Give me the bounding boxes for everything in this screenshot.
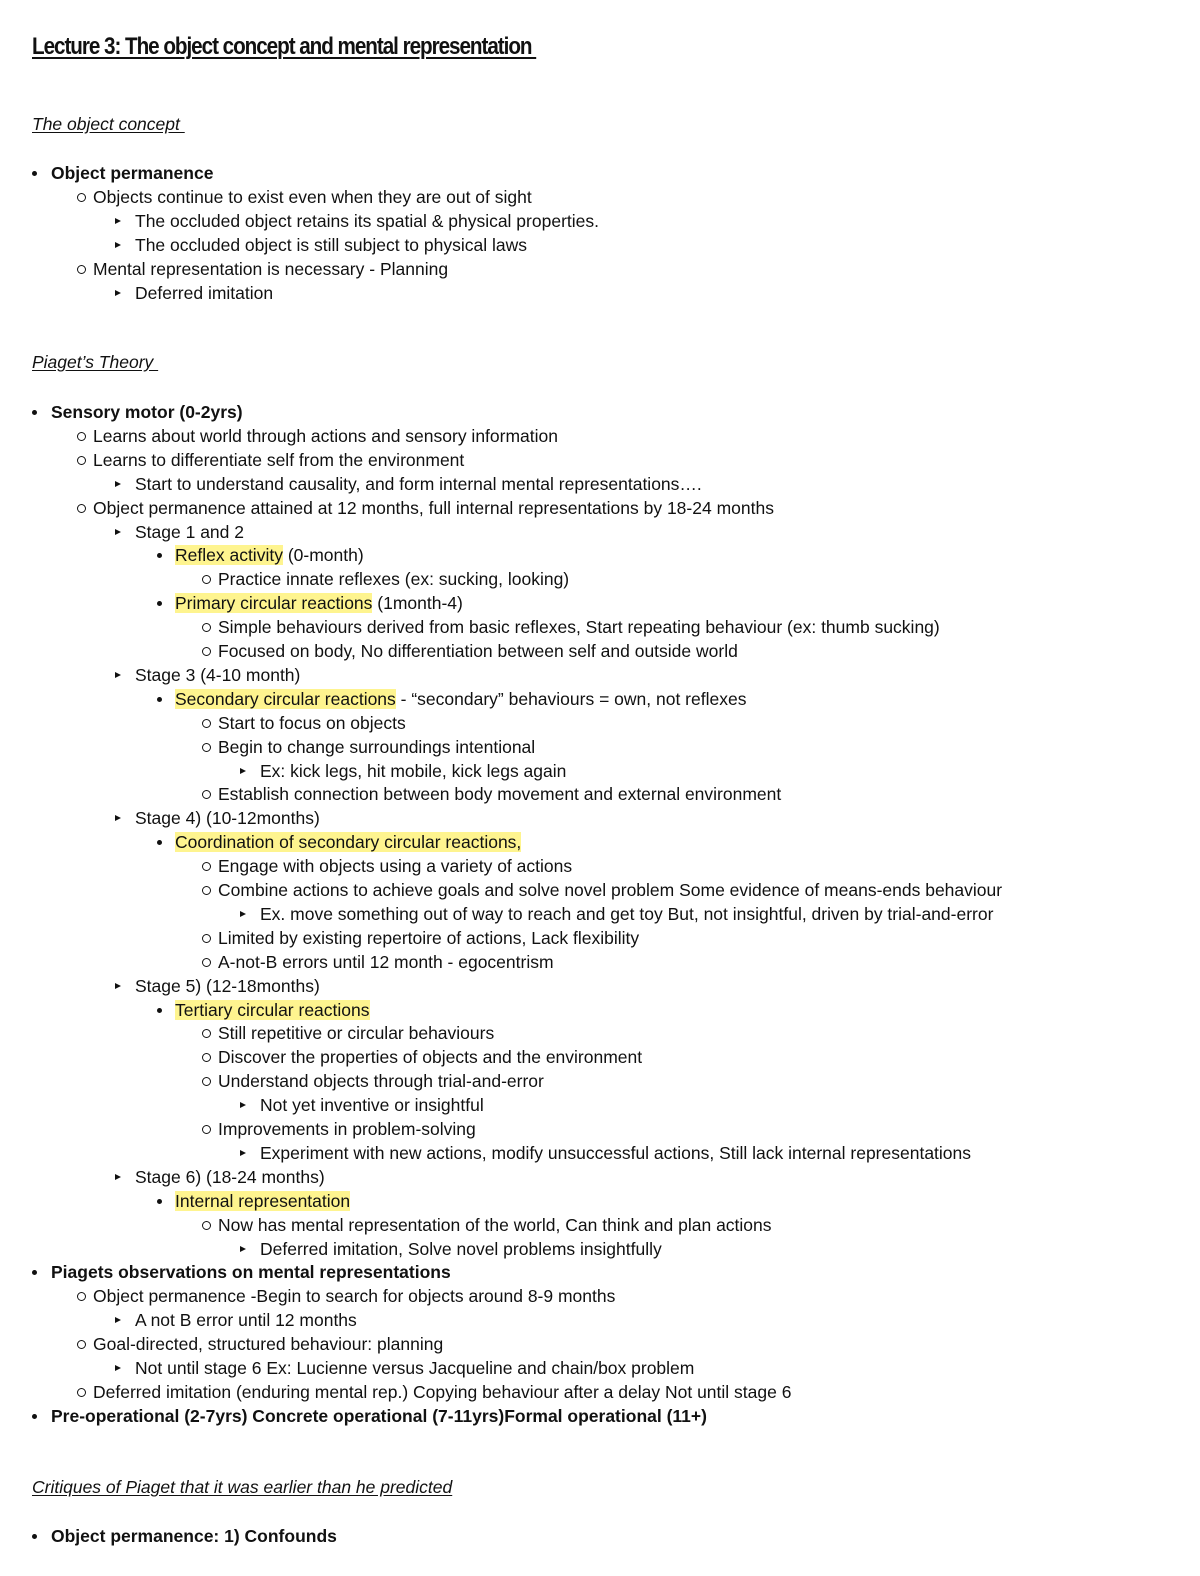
page-title: Lecture 3: The object concept and mental representation [32,33,537,60]
list-item [0,1404,1200,1428]
list-item [0,1524,1200,1548]
hollow-circle-icon [202,575,211,584]
list-item [0,926,1200,950]
list-item [0,209,1200,233]
section-heading: Critiques of Piaget that it was earlier than he predicted [32,1477,453,1497]
hollow-circle-icon [202,647,211,656]
bullet-dot-icon [32,410,37,415]
triangle-icon [240,1102,246,1108]
list-item [0,639,1200,663]
list-item-text: A not B error until 12 months [135,1310,357,1331]
list-item-text: Piagets observations on mental representations [51,1262,451,1283]
triangle-icon [115,481,121,487]
hollow-circle-icon [77,1388,86,1397]
section-heading: The object concept [32,114,185,134]
triangle-icon [115,1174,121,1180]
list-item [0,902,1200,926]
list-item-text: Deferred imitation, Solve novel problems insightfully [260,1238,662,1259]
list-item-rest: (1month-4) [372,593,463,614]
list-item [0,472,1200,496]
list-item-text: Stage 4) (10-12months) [135,808,320,829]
list-item [0,950,1200,974]
list-item [0,735,1200,759]
triangle-icon [115,218,121,224]
list-item [0,1308,1200,1332]
list-item [0,998,1200,1022]
list-item-text: Not yet inventive or insightful [260,1095,484,1116]
list-item [0,830,1200,854]
list-item [0,1093,1200,1117]
list-item-text: Object permanence -Begin to search for objects around 8-9 months [93,1286,616,1307]
list-item-text: Ex: kick legs, hit mobile, kick legs again [260,760,567,781]
hollow-circle-icon [202,1077,211,1086]
list-item [0,567,1200,591]
triangle-icon [240,768,246,774]
triangle-icon [240,1246,246,1252]
list-item [0,1069,1200,1093]
list-item [0,806,1200,830]
hollow-circle-icon [77,504,86,513]
bullet-dot-icon [32,1414,37,1419]
list-item-text: Still repetitive or circular behaviours [218,1023,495,1044]
list-item [0,878,1200,902]
hollow-circle-icon [77,193,86,202]
list-item-text: Pre-operational (2-7yrs) Concrete operational (7-11yrs)Formal operational (11+) [51,1405,707,1426]
bullet-dot-icon [32,1270,37,1275]
list-item-text: Sensory motor (0-2yrs) [51,402,243,422]
list-item-text: Combine actions to achieve goals and solve novel problem Some evidence of means-ends behaviour [218,880,1003,900]
triangle-icon [240,1150,246,1156]
highlighted-term: Internal representation [175,1190,351,1211]
list-item [0,591,1200,615]
list-item [0,1045,1200,1069]
list-item [0,1332,1200,1356]
bullet-dot-icon [157,697,162,702]
list-item-text: Not until stage 6 Ex: Lucienne versus Jacqueline and chain/box problem [135,1358,695,1378]
list-item [0,424,1200,448]
highlighted-term: Secondary circular reactions [175,688,396,709]
list-item [0,1284,1200,1308]
list-item-text: Discover the properties of objects and the environment [218,1047,643,1068]
list-item-text: Now has mental representation of the world, Can think and plan actions [218,1214,772,1235]
list-item [0,687,1200,711]
list-item-text: Establish connection between body movement and external environment [218,784,782,805]
list-item-rest: (0-month) [282,545,364,566]
hollow-circle-icon [202,1221,211,1230]
list-item [0,1117,1200,1141]
hollow-circle-icon [202,790,211,799]
triangle-icon [240,911,246,917]
triangle-icon [115,242,121,248]
list-item [0,281,1200,305]
list-item-text [175,830,521,854]
bullet-dot-icon [157,1199,162,1204]
list-item-text: The occluded object is still subject to physical laws [135,234,527,255]
highlighted-term: Reflex activity [175,545,283,566]
list-item [0,496,1200,520]
list-item-text: Simple behaviours derived from basic reflexes, Start repeating behaviour (ex: thumb sucking) [218,617,940,638]
hollow-circle-icon [202,1029,211,1038]
list-item-text: Learns to differentiate self from the environment [93,449,465,470]
list-item-text: Objects continue to exist even when they are out of sight [93,186,532,207]
hollow-circle-icon [202,623,211,632]
list-item [0,782,1200,806]
list-item-text [175,543,364,567]
list-item-text: Stage 6) (18-24 months) [135,1166,325,1187]
triangle-icon [115,1317,121,1323]
list-item-text [175,998,370,1022]
list-item [0,615,1200,639]
list-item-text: Learns about world through actions and sensory information [93,425,558,446]
hollow-circle-icon [77,456,86,465]
list-item [0,1213,1200,1237]
list-item [0,448,1200,472]
hollow-circle-icon [202,934,211,943]
list-item-text: Goal-directed, structured behaviour: planning [93,1334,444,1355]
bullet-dot-icon [157,553,162,558]
list-item [0,161,1200,185]
hollow-circle-icon [202,1125,211,1134]
list-item-text: Object permanence [51,163,214,183]
list-item-text [175,591,463,615]
list-item [0,1189,1200,1213]
list-item-text: Start to understand causality, and form internal mental representations…. [135,473,702,494]
list-item-text: Experiment with new actions, modify unsuccessful actions, Still lack internal representations [260,1142,972,1163]
list-item [0,1165,1200,1189]
list-item [0,1260,1200,1284]
list-item [0,854,1200,878]
list-item-rest: - “secondary” behaviours = own, not reflexes [395,688,747,709]
triangle-icon [115,1365,121,1371]
list-item [0,257,1200,281]
list-item-text: Object permanence attained at 12 months, full internal representations by 18-24 months [93,497,774,518]
list-item-text: Start to focus on objects [218,712,406,733]
highlighted-term: Coordination of secondary circular reactions, [175,832,522,853]
list-item-text: Focused on body, No differentiation between self and outside world [218,641,738,661]
hollow-circle-icon [77,1340,86,1349]
list-item [0,233,1200,257]
triangle-icon [115,815,121,821]
list-item-text: Understand objects through trial-and-error [218,1071,544,1092]
hollow-circle-icon [202,958,211,967]
list-item-text: Mental representation is necessary - Planning [93,258,449,279]
list-item [0,520,1200,544]
bullet-dot-icon [157,840,162,845]
triangle-icon [115,983,121,989]
bullet-dot-icon [157,1008,162,1013]
list-item-text [175,1189,350,1213]
list-item [0,1141,1200,1165]
hollow-circle-icon [202,886,211,895]
highlighted-term: Primary circular reactions [175,593,373,614]
list-item-text: Deferred imitation (enduring mental rep.) Copying behaviour after a delay Not until stage 6 [93,1381,792,1402]
list-item-text: Deferred imitation [135,282,274,303]
triangle-icon [115,529,121,535]
list-item-text: Object permanence: 1) Confounds [51,1526,337,1546]
hollow-circle-icon [202,743,211,752]
list-item [0,1380,1200,1404]
triangle-icon [115,672,121,678]
highlighted-term: Tertiary circular reactions [175,999,370,1020]
list-item [0,974,1200,998]
list-item-text: Improvements in problem-solving [218,1119,476,1139]
list-item [0,185,1200,209]
list-item-text: Ex. move something out of way to reach and get toy But, not insightful, driven by trial-and-error [260,903,994,924]
triangle-icon [115,290,121,296]
list-item [0,663,1200,687]
list-item-text: Stage 3 (4-10 month) [135,664,301,685]
list-item-text [175,687,746,711]
list-item-text: Stage 5) (12-18months) [135,975,320,996]
hollow-circle-icon [202,1053,211,1062]
bullet-dot-icon [32,171,37,176]
list-item [0,543,1200,567]
list-item-text: Limited by existing repertoire of actions, Lack flexibility [218,927,640,948]
list-item-text: A-not-B errors until 12 month - egocentrism [218,951,554,972]
list-item [0,1021,1200,1045]
bullet-dot-icon [157,601,162,606]
list-item-text: Begin to change surroundings intentional [218,736,536,757]
list-item [0,400,1200,424]
hollow-circle-icon [77,1292,86,1301]
hollow-circle-icon [77,432,86,441]
list-item-text: Practice innate reflexes (ex: sucking, looking) [218,569,570,590]
list-item-text: Stage 1 and 2 [135,521,244,542]
list-item [0,759,1200,783]
list-item-text: The occluded object retains its spatial & physical properties. [135,210,599,231]
list-item-text: Engage with objects using a variety of actions [218,856,573,877]
hollow-circle-icon [202,862,211,871]
bullet-dot-icon [32,1534,37,1539]
list-item [0,1356,1200,1380]
list-item [0,711,1200,735]
hollow-circle-icon [77,265,86,274]
hollow-circle-icon [202,719,211,728]
section-heading: Piaget’s Theory [32,352,159,372]
list-item [0,1237,1200,1261]
